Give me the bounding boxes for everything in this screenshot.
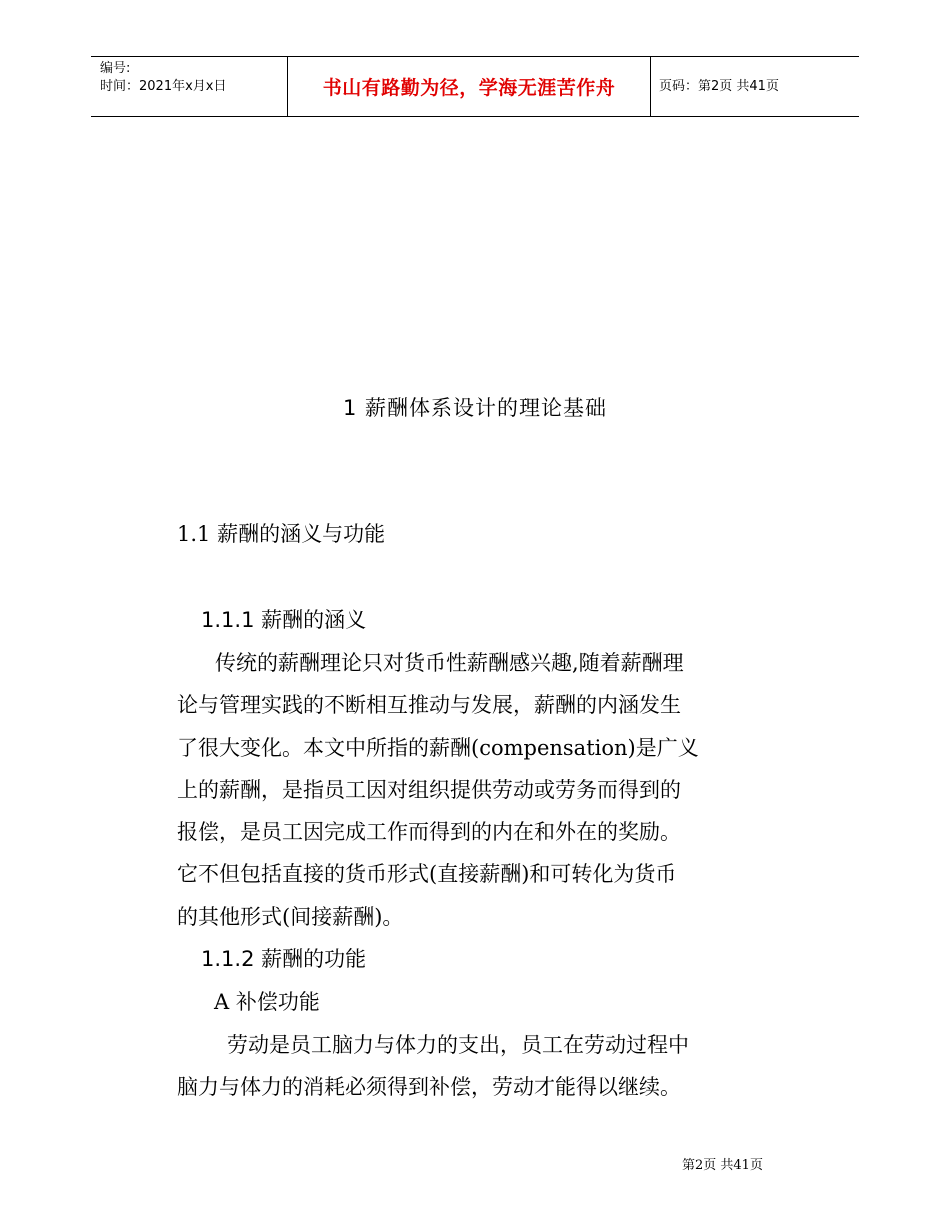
header-page-cell	[650, 57, 859, 116]
page-footer: 第2页 共41页	[682, 1158, 763, 1173]
paragraph-line: 它不但包括直接的货币形式(直接薪酬)和可转化为货币	[177, 862, 677, 887]
chapter-title: 1 薪酬体系设计的理论基础	[342, 396, 608, 420]
paragraph-meaning	[177, 642, 777, 938]
paragraph-compensation	[177, 1024, 777, 1109]
document-number-label: 编号:	[100, 61, 131, 76]
page-header	[91, 56, 859, 117]
header-motto: 书山有路勤为径，学海无涯苦作舟	[322, 77, 616, 99]
paragraph-line: 传统的薪酬理论只对货币性薪酬感兴趣,随着薪酬理	[215, 651, 684, 675]
paragraph-line: 的其他形式(间接薪酬)。	[177, 904, 404, 929]
subsection-heading-function: 1.1.2 薪酬的功能	[201, 947, 367, 971]
header-motto-cell	[287, 57, 651, 116]
paragraph-line: 论与管理实践的不断相互推动与发展，薪酬的内涵发生	[177, 693, 681, 718]
header-left-cell	[91, 57, 287, 116]
paragraph-line: 脑力与体力的消耗必须得到补偿，劳动才能得以继续。	[177, 1075, 681, 1100]
paragraph-line: 上的薪酬，是指员工因对组织提供劳动或劳务而得到的	[177, 777, 681, 802]
item-heading-compensation: A 补偿功能	[214, 990, 320, 1014]
document-time-label: 时间：2021年x月x日	[100, 79, 227, 94]
section-heading: 1.1 薪酬的涵义与功能	[177, 522, 386, 546]
paragraph-line: 了很大变化。本文中所指的薪酬(compensation)是广义	[177, 735, 699, 760]
header-page-info: 页码：第2页 共41页	[659, 79, 779, 94]
paragraph-line: 报偿，是员工因完成工作而得到的内在和外在的奖励。	[177, 820, 681, 845]
subsection-heading-meaning: 1.1.1 薪酬的涵义	[201, 608, 367, 632]
paragraph-line: 劳动是员工脑力与体力的支出，员工在劳动过程中	[227, 1033, 689, 1057]
